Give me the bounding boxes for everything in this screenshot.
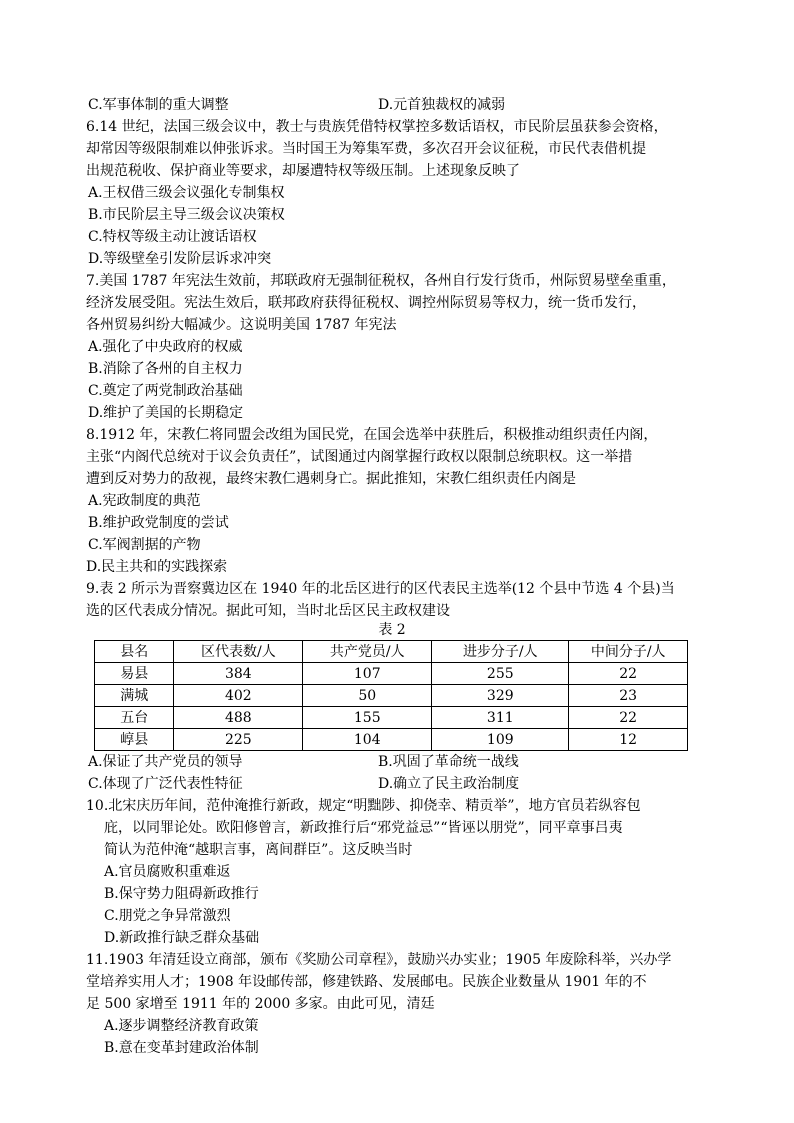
q6-stem-line: 却常因等级限制难以伸张诉求。当时国王为筹集军费，多次召开会议征税，市民代表借机提 xyxy=(86,141,646,157)
question-11 xyxy=(86,949,698,1059)
q9-option-d[interactable]: D.确立了民主政治制度 xyxy=(378,776,520,792)
q7-stem-line: 各州贸易纠纷大幅减少。这说明美国 1787 年宪法 xyxy=(86,317,397,333)
table-cell: 255 xyxy=(432,663,569,685)
table-cell: 104 xyxy=(303,729,432,751)
table-cell: 329 xyxy=(432,685,569,707)
q7-option-d[interactable]: D.维护了美国的长期稳定 xyxy=(88,405,244,421)
q11-stem-line: 堂培养实用人才；1908 年设邮传部，修建铁路、发展邮电。民族企业数量从 1901 年的不 xyxy=(86,974,647,990)
q10-option-d[interactable]: D.新政推行缺乏群众基础 xyxy=(104,930,260,946)
q6-stem-line: 出规范税收、保护商业等要求，却屡遭特权等级压制。上述现象反映了 xyxy=(86,163,520,179)
table-cell: 109 xyxy=(432,729,569,751)
table-cell: 225 xyxy=(174,729,303,751)
table-cell: 五台 xyxy=(95,707,174,729)
q6-option-b[interactable]: B.市民阶层主导三级会议决策权 xyxy=(88,207,285,223)
q7-stem-line: 经济发展受阻。宪法生效后，联邦政府获得征税权、调控州际贸易等权力，统一货币发行， xyxy=(86,295,646,311)
q9-option-a[interactable]: A.保证了共产党员的领导 xyxy=(88,754,243,770)
q9-option-c[interactable]: C.体现了广泛代表性特征 xyxy=(88,776,243,792)
table-cell: 满城 xyxy=(95,685,174,707)
q6-option-a[interactable]: A.王权借三级会议强化专制集权 xyxy=(88,185,285,201)
table-cell: 崞县 xyxy=(95,729,174,751)
table-header-cell: 共产党员/人 xyxy=(303,641,432,663)
table-cell: 22 xyxy=(569,663,688,685)
q5-options-row xyxy=(86,94,698,116)
q9-stem-line: 选的区代表成分情况。据此可知，当时北岳区民主政权建设 xyxy=(86,603,450,619)
table-row xyxy=(95,685,688,707)
table-cell: 23 xyxy=(569,685,688,707)
q7-stem-line: 7.美国 1787 年宪法生效前，邦联政府无强制征税权，各州自行发行货币，州际贸易壁垒重重， xyxy=(86,273,676,289)
table-cell: 22 xyxy=(569,707,688,729)
exam-page xyxy=(86,94,698,1059)
q8-stem-line: 遭到反对势力的敌视，最终宋教仁遇刺身亡。据此推知，宋教仁组织责任内阁是 xyxy=(86,471,576,487)
table-header-cell: 进步分子/人 xyxy=(432,641,569,663)
q11-stem-line: 足 500 家增至 1911 年的 2000 多家。由此可见，清廷 xyxy=(86,996,435,1012)
table-cell: 402 xyxy=(174,685,303,707)
q10-option-a[interactable]: A.官员腐败积重难返 xyxy=(104,864,231,880)
q8-option-d[interactable]: D.民主共和的实践探索 xyxy=(86,559,228,575)
table-cell: 155 xyxy=(303,707,432,729)
table-row xyxy=(95,707,688,729)
q7-option-b[interactable]: B.消除了各州的自主权力 xyxy=(88,361,243,377)
question-10 xyxy=(86,795,698,949)
q10-stem-line: 10.北宋庆历年间，范仲淹推行新政，规定“明黜陟、抑侥幸、精贡举”，地方官员若纵容包 xyxy=(86,798,641,814)
table-header-cell: 县名 xyxy=(95,641,174,663)
q9-options-row-2 xyxy=(86,773,698,795)
q5-option-c[interactable]: C.军事体制的重大调整 xyxy=(88,97,229,113)
q10-stem-line: 简认为范仲淹“越职言事，离间群臣”。这反映当时 xyxy=(104,842,413,858)
table-cell: 488 xyxy=(174,707,303,729)
data-table xyxy=(94,640,688,751)
table-row xyxy=(95,729,688,751)
q10-stem-line: 庇，以同罪论处。欧阳修曾言，新政推行后“邪党益忌”“皆诬以朋党”，同平章事吕夷 xyxy=(104,820,623,836)
table-row xyxy=(95,663,688,685)
q8-stem-line: 主张“内阁代总统对于议会负责任”，试图通过内阁掌握行政权以限制总统职权。这一举措 xyxy=(86,449,633,465)
q7-option-a[interactable]: A.强化了中央政府的权威 xyxy=(88,339,243,355)
table-cell: 12 xyxy=(569,729,688,751)
q6-stem-line: 6.14 世纪，法国三级会议中，教士与贵族凭借特权掌控多数话语权，市民阶层虽获参会资格， xyxy=(86,119,668,135)
q6-option-c[interactable]: C.特权等级主动让渡话语权 xyxy=(88,229,257,245)
q9-option-b[interactable]: B.巩固了革命统一战线 xyxy=(378,754,519,770)
table-cell: 384 xyxy=(174,663,303,685)
q9-options-row-1 xyxy=(86,751,698,773)
q8-option-b[interactable]: B.维护政党制度的尝试 xyxy=(88,515,229,531)
q11-option-a[interactable]: A.逐步调整经济教育政策 xyxy=(104,1018,259,1034)
q10-option-c[interactable]: C.朋党之争异常激烈 xyxy=(104,908,231,924)
table-header-row xyxy=(95,641,688,663)
question-7 xyxy=(86,270,698,424)
table-cell: 311 xyxy=(432,707,569,729)
q5-option-d[interactable]: D.元首独裁权的减弱 xyxy=(378,97,506,113)
q8-option-c[interactable]: C.军阀割据的产物 xyxy=(88,537,201,553)
q8-option-a[interactable]: A.宪政制度的典范 xyxy=(88,493,201,509)
table-cell: 易县 xyxy=(95,663,174,685)
question-9 xyxy=(86,578,698,795)
table-caption: 表 2 xyxy=(378,622,406,638)
q8-stem-line: 8.1912 年，宋教仁将同盟会改组为国民党，在国会选举中获胜后，积极推动组织责任内阁， xyxy=(86,427,658,443)
q11-stem-line: 11.1903 年清廷设立商部，颁布《奖励公司章程》，鼓励兴办实业；1905 年废除科举，兴办学 xyxy=(86,952,672,968)
question-8 xyxy=(86,424,698,578)
q11-option-b[interactable]: B.意在变革封建政治体制 xyxy=(104,1040,259,1056)
table-cell: 107 xyxy=(303,663,432,685)
question-6 xyxy=(86,116,698,270)
q6-option-d[interactable]: D.等级壁垒引发阶层诉求冲突 xyxy=(88,251,272,267)
q9-stem-line: 9.表 2 所示为晋察冀边区在 1940 年的北岳区进行的区代表民主选举(12 个县中节选 4 个县)当 xyxy=(86,581,675,597)
q10-option-b[interactable]: B.保守势力阻碍新政推行 xyxy=(104,886,259,902)
table-header-cell: 中间分子/人 xyxy=(569,641,688,663)
table-header-cell: 区代表数/人 xyxy=(174,641,303,663)
table-cell: 50 xyxy=(303,685,432,707)
q7-option-c[interactable]: C.奠定了两党制政治基础 xyxy=(88,383,243,399)
